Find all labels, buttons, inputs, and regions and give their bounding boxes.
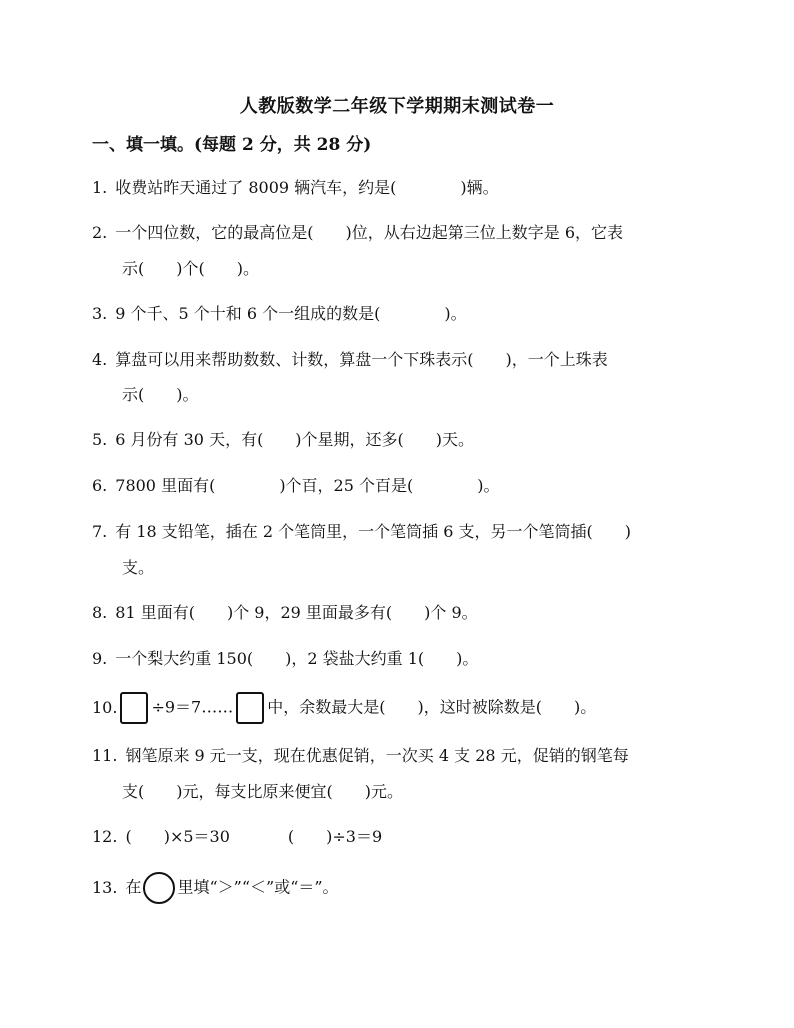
question-2-continued: 示( )个( )。	[122, 259, 259, 278]
answer-box[interactable]	[120, 692, 148, 724]
question-text: 81 里面有( )个 9，29 里面最多有( )个 9。	[115, 603, 478, 622]
question-7	[92, 521, 631, 543]
question-number: 8.	[92, 603, 108, 622]
question-number: 4.	[92, 350, 108, 369]
question-text: 钢笔原来 9 元一支，现在优惠促销，一次买 4 支 28 元，促销的钢笔每	[125, 746, 629, 765]
question-number: 10.	[92, 697, 118, 717]
question-text-part2: 中，余数最大是( )，这时被除数是( )。	[267, 697, 597, 717]
equation-1: ( )×5＝30	[125, 827, 230, 846]
question-4	[92, 349, 608, 371]
question-3	[92, 303, 467, 325]
question-11	[92, 745, 629, 767]
question-text: 7800 里面有( )个百，25 个百是( )。	[115, 476, 500, 495]
question-number: 11.	[92, 746, 118, 765]
question-text: 一个四位数，它的最高位是( )位，从右边起第三位上数字是 6，它表	[115, 223, 624, 242]
question-6	[92, 475, 500, 497]
question-number: 9.	[92, 649, 108, 668]
question-text-part1: 在	[125, 877, 142, 897]
question-number: 7.	[92, 522, 108, 541]
question-1	[92, 177, 499, 199]
question-text: 有 18 支铅笔，插在 2 个笔筒里，一个笔筒插 6 支，另一个笔筒插( )	[115, 522, 631, 541]
question-2	[92, 222, 623, 244]
question-text: 一个梨大约重 150( )，2 袋盐大约重 1( )。	[115, 649, 479, 668]
question-number: 12.	[92, 827, 118, 846]
question-text: 9 个千、5 个十和 6 个一组成的数是( )。	[115, 304, 467, 323]
section-heading: 一、填一填。(每题 2 分，共 28 分)	[92, 135, 372, 155]
question-text-part1: ÷9＝7……	[151, 697, 234, 717]
question-9	[92, 648, 478, 670]
page-title: 人教版数学二年级下学期期末测试卷一	[239, 96, 555, 117]
question-text: 6 月份有 30 天，有( )个星期，还多( )天。	[115, 430, 475, 449]
question-number: 5.	[92, 430, 108, 449]
question-8	[92, 602, 478, 624]
question-4-continued: 示( )。	[122, 385, 199, 404]
question-10	[92, 692, 596, 724]
question-text-part2: 里填“＞”“＜”或“＝”。	[177, 877, 339, 897]
equation-2: ( )÷3＝9	[287, 827, 383, 846]
question-text: 算盘可以用来帮助数数、计数，算盘一个下珠表示( )，一个上珠表	[115, 350, 608, 369]
answer-box[interactable]	[236, 692, 264, 724]
question-12	[92, 826, 382, 848]
question-number: 6.	[92, 476, 108, 495]
question-number: 1.	[92, 178, 108, 197]
question-13	[92, 872, 339, 904]
question-text: 收费站昨天通过了 8009 辆汽车，约是( )辆。	[115, 178, 499, 197]
question-5	[92, 429, 474, 451]
question-11-continued: 支( )元，每支比原来便宜( )元。	[122, 782, 403, 801]
question-number: 3.	[92, 304, 108, 323]
question-number: 2.	[92, 223, 108, 242]
compare-circle[interactable]	[143, 872, 175, 904]
question-number: 13.	[92, 877, 118, 897]
question-7-continued: 支。	[122, 558, 155, 577]
